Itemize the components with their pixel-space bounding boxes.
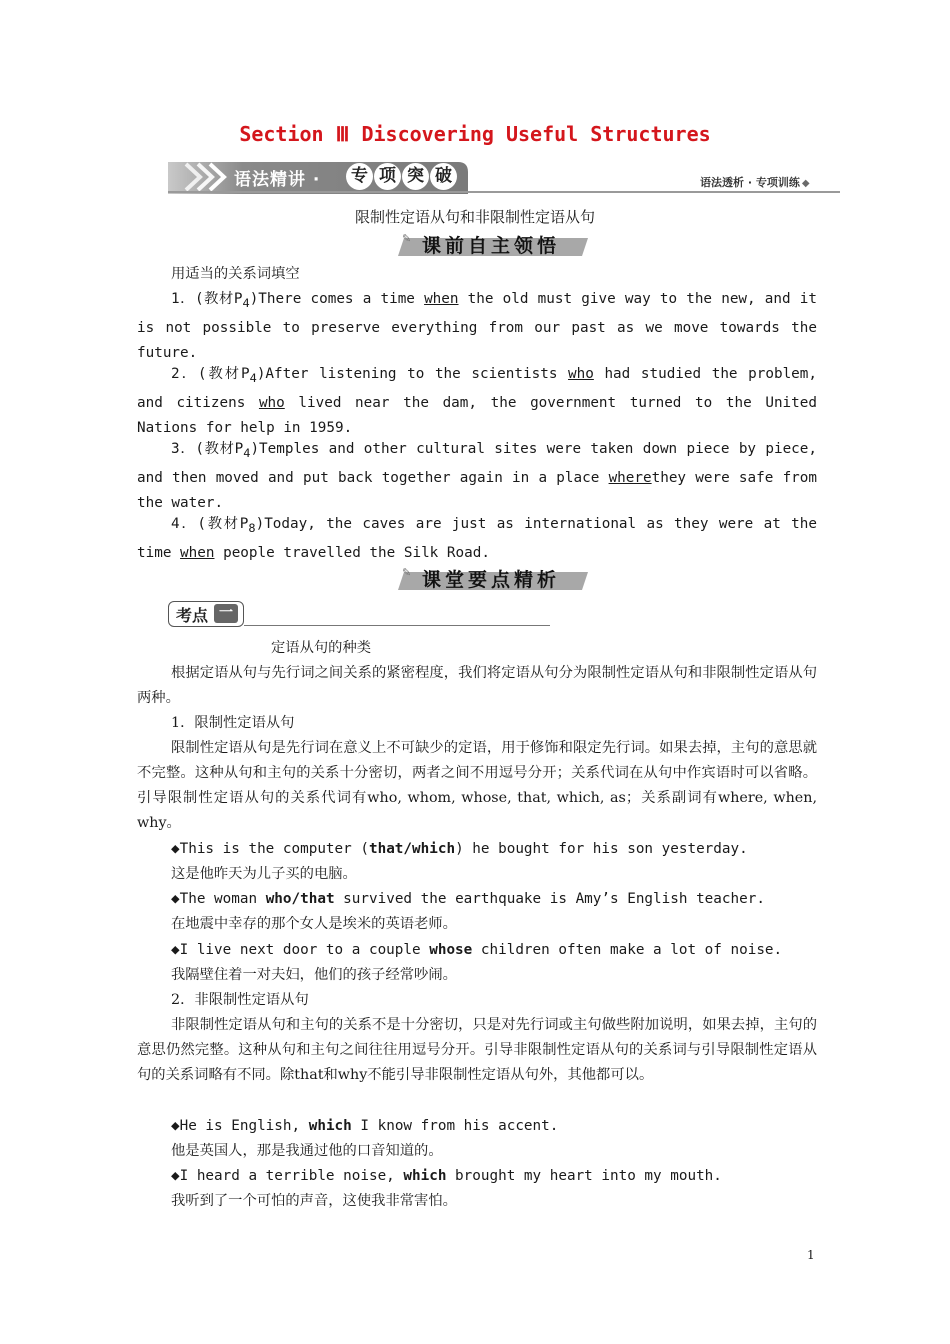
kaodian-underline <box>244 625 550 626</box>
example-sentence <box>171 938 851 963</box>
example-text: survived the earthquake is Amy’s English teacher. <box>334 891 765 907</box>
example-text: ◆He is English, <box>171 1118 309 1134</box>
item-prefix: 4．(教材P <box>171 516 249 532</box>
item-prefix: 1．(教材P <box>171 291 243 307</box>
example-keyword: whose <box>429 942 473 958</box>
banner-label: 语法精讲 <box>234 170 306 190</box>
item-text: )After listening to the scientists <box>256 366 569 382</box>
item-sub: 4 <box>243 445 251 460</box>
item-text: )Today, the caves are just as international as they were at the time <box>137 516 817 561</box>
example-text: brought my heart into my mouth. <box>446 1168 722 1184</box>
banner-right-label <box>700 174 840 190</box>
item-text: had studied the problem, and citizens <box>137 366 817 411</box>
example-translation: 在地震中幸存的那个女人是埃米的英语老师。 <box>171 916 457 932</box>
example-translation: 这是他昨天为儿子买的电脑。 <box>171 866 357 882</box>
section-heading-2 <box>398 566 588 592</box>
example-text: children often make a lot of noise. <box>472 942 783 958</box>
example-sentence <box>171 1164 851 1189</box>
answer-blank: who <box>568 366 594 382</box>
item-text: they were safe from the water. <box>137 469 817 511</box>
example-translation: 我隔壁住着一对夫妇，他们的孩子经常吵闹。 <box>171 967 457 983</box>
item-sub: 4 <box>249 370 257 385</box>
item-text: )There comes a time <box>249 291 425 307</box>
item-text: the old must give way to the new, and it is not possible to preserve everything from our past as we move towards the future. <box>137 291 818 361</box>
banner-box-char: 项 <box>374 163 401 190</box>
example-text: ) he bought for his son yesterday. <box>455 841 748 857</box>
section-banner <box>168 160 468 194</box>
example-text: ◆I live next door to a couple <box>171 942 430 958</box>
section-heading-text: 课前自主领悟 <box>422 235 561 257</box>
example-keyword: who/that <box>265 891 335 907</box>
pencil-icon: ✎ <box>402 232 412 245</box>
item-prefix: 2．(教材P <box>171 366 250 382</box>
exercise-item-3 <box>137 437 817 516</box>
banner-box-char: 专 <box>346 163 373 190</box>
banner-divider <box>168 191 840 193</box>
exercise-item-4 <box>137 512 817 566</box>
part1-heading: 1．限制性定语从句 <box>171 715 295 731</box>
banner-boxed-label <box>346 163 457 190</box>
exercise-item-2 <box>137 362 817 441</box>
example-sentence <box>171 887 851 912</box>
example-keyword: which <box>403 1168 447 1184</box>
part2-heading: 2．非限制性定语从句 <box>171 992 309 1008</box>
item-prefix: 3．(教材P <box>171 441 244 457</box>
example-text: ◆This is the computer ( <box>171 841 369 857</box>
exercise-item-1 <box>137 287 817 366</box>
item-sub: 8 <box>248 520 256 535</box>
example-text: I know from his accent. <box>351 1118 559 1134</box>
page-number: 1 <box>807 1248 815 1262</box>
kaodian-label <box>168 601 550 627</box>
section-heading-text: 课堂要点精析 <box>422 569 561 591</box>
answer-blank: when <box>424 291 459 307</box>
answer-blank: when <box>180 544 215 561</box>
part1-body: 限制性定语从句是先行词在意义上不可缺少的定语，用于修饰和限定先行词。如果去掉，主句的意思就不完整。这种从句和主句的关系十分密切，两者之间不用逗号分开；关系代词在从句中作宾语时可以省略。引导限制性定语从句的关系代词有who, whom, whose, that, which, as；关系副词有where, when, why。 <box>137 740 817 831</box>
banner-box-char: 破 <box>430 163 457 190</box>
example-text: ◆I heard a terrible noise, <box>171 1168 404 1184</box>
banner-right-text: 语法透析 · 专项训练 <box>700 176 800 189</box>
part2-body: 非限制性定语从句和主句的关系不是十分密切，只是对先行词或主句做些附加说明，如果去掉，主句的意思仍然完整。这种从句和主句之间往往用逗号分开。引导非限制性定语从句的关系词与引导限制性定语从句的关系词略有不同。除that和why不能引导非限制性定语从句外，其他都可以。 <box>137 1017 817 1083</box>
example-keyword: that/which <box>368 841 456 857</box>
example-keyword: which <box>308 1118 352 1134</box>
answer-blank: who <box>258 394 285 411</box>
example-sentence <box>171 837 851 862</box>
kaodian-number: 一 <box>214 604 238 623</box>
example-translation: 我听到了一个可怕的声音，这使我非常害怕。 <box>171 1193 457 1209</box>
page-title: Section Ⅲ Discovering Useful Structures <box>239 122 711 146</box>
answer-blank: where <box>608 469 652 486</box>
item-text: lived near the dam, the government turned to the United Nations for help in 1959. <box>137 394 817 436</box>
pencil-icon: ✎ <box>402 566 412 579</box>
example-text: ◆The woman <box>171 891 266 907</box>
intro-paragraph: 根据定语从句与先行词之间关系的紧密程度，我们将定语从句分为限制性定语从句和非限制性定语从句两种。 <box>137 665 817 706</box>
subtitle: 限制性定语从句和非限制性定语从句 <box>354 208 595 226</box>
kaodian-text: 考点 <box>176 606 209 625</box>
example-sentence <box>171 1114 851 1139</box>
banner-dot: · <box>312 170 321 190</box>
item-text: people travelled the Silk Road. <box>214 544 490 561</box>
section-heading-1 <box>398 232 588 258</box>
exercise-instruction: 用适当的关系词填空 <box>171 266 300 282</box>
topic-title: 定语从句的种类 <box>271 640 372 656</box>
item-text: )Temples and other cultural sites were taken down piece by piece, and then moved and put back together again in a place <box>137 441 818 486</box>
banner-box-char: 突 <box>402 163 429 190</box>
example-translation: 他是英国人，那是我通过他的口音知道的。 <box>171 1143 443 1159</box>
diamond-icon: ◆ <box>801 178 810 189</box>
item-sub: 4 <box>242 295 250 310</box>
